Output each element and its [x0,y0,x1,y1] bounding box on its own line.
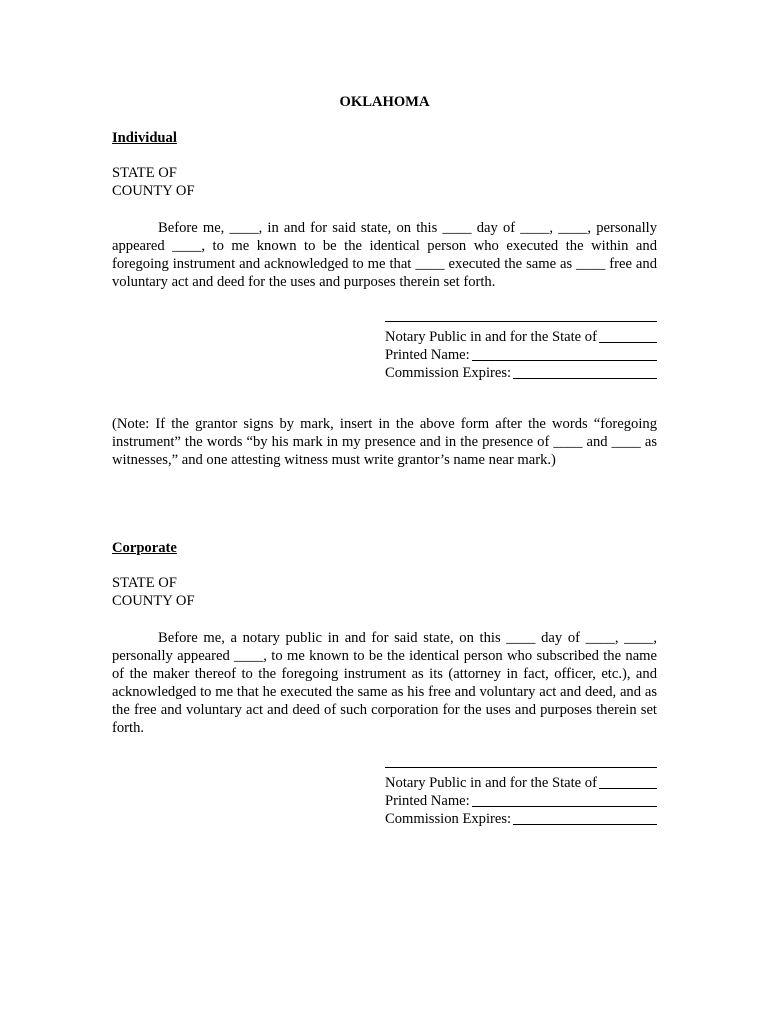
commission-expires-blank [513,810,657,825]
printed-name-blank [472,792,657,807]
notary-state-row [385,328,657,346]
individual-signature-block [385,321,657,382]
commission-expires-row [385,810,657,828]
commission-expires-blank [513,364,657,379]
signature-line [385,321,657,322]
document-page [112,0,657,1024]
individual-heading: Individual [112,130,177,146]
notary-state-row [385,774,657,792]
corporate-paragraph-text: Before me, a notary public in and for said state, on this ____ day of ____, ____, personally appeared ____, to me known to be the identical person who subscribed the name of the maker thereof to the foregoing instrument as its (attorney in fact, officer, etc.), and acknowledged to me that he executed the same as his free and voluntary act and deed, and as the free and voluntary act and deed of such corporation for the uses and purposes therein set forth. [112,630,657,736]
commission-expires-label: Commission Expires: [385,365,512,381]
printed-name-label: Printed Name: [385,793,470,809]
corporate-state-line: STATE OF [112,575,177,591]
printed-name-label: Printed Name: [385,347,470,363]
individual-state-line: STATE OF [112,165,177,181]
notary-state-label: Notary Public in and for the State of [385,329,597,345]
signature-line [385,767,657,768]
individual-acknowledgment-paragraph [112,219,657,291]
corporate-heading: Corporate [112,540,177,556]
notary-state-blank [599,328,657,343]
printed-name-blank [472,346,657,361]
notary-state-blank [599,774,657,789]
commission-expires-label: Commission Expires: [385,811,512,827]
corporate-acknowledgment-paragraph [112,629,657,737]
notary-state-label: Notary Public in and for the State of [385,775,597,791]
corporate-county-line: COUNTY OF [112,593,195,609]
document-title: OKLAHOMA [339,94,430,110]
commission-expires-row [385,364,657,382]
grantor-note-paragraph: (Note: If the grantor signs by mark, insert in the above form after the words “foregoing instrument” the words “by his mark in my presence and in the presence of ____ and ____ as witnesses,” and one attesting witness must write grantor’s name near mark.) [112,416,657,468]
corporate-signature-block [385,767,657,828]
individual-paragraph-text: Before me, ____, in and for said state, on this ____ day of ____, ____, personally appeared ____, to me known to be the identical person who executed the within and foregoing instrument and acknowledged to me that ____ executed the same as ____ free and voluntary act and deed for the uses and purposes therein set forth. [112,220,657,290]
printed-name-row [385,346,657,364]
printed-name-row [385,792,657,810]
individual-county-line: COUNTY OF [112,183,195,199]
